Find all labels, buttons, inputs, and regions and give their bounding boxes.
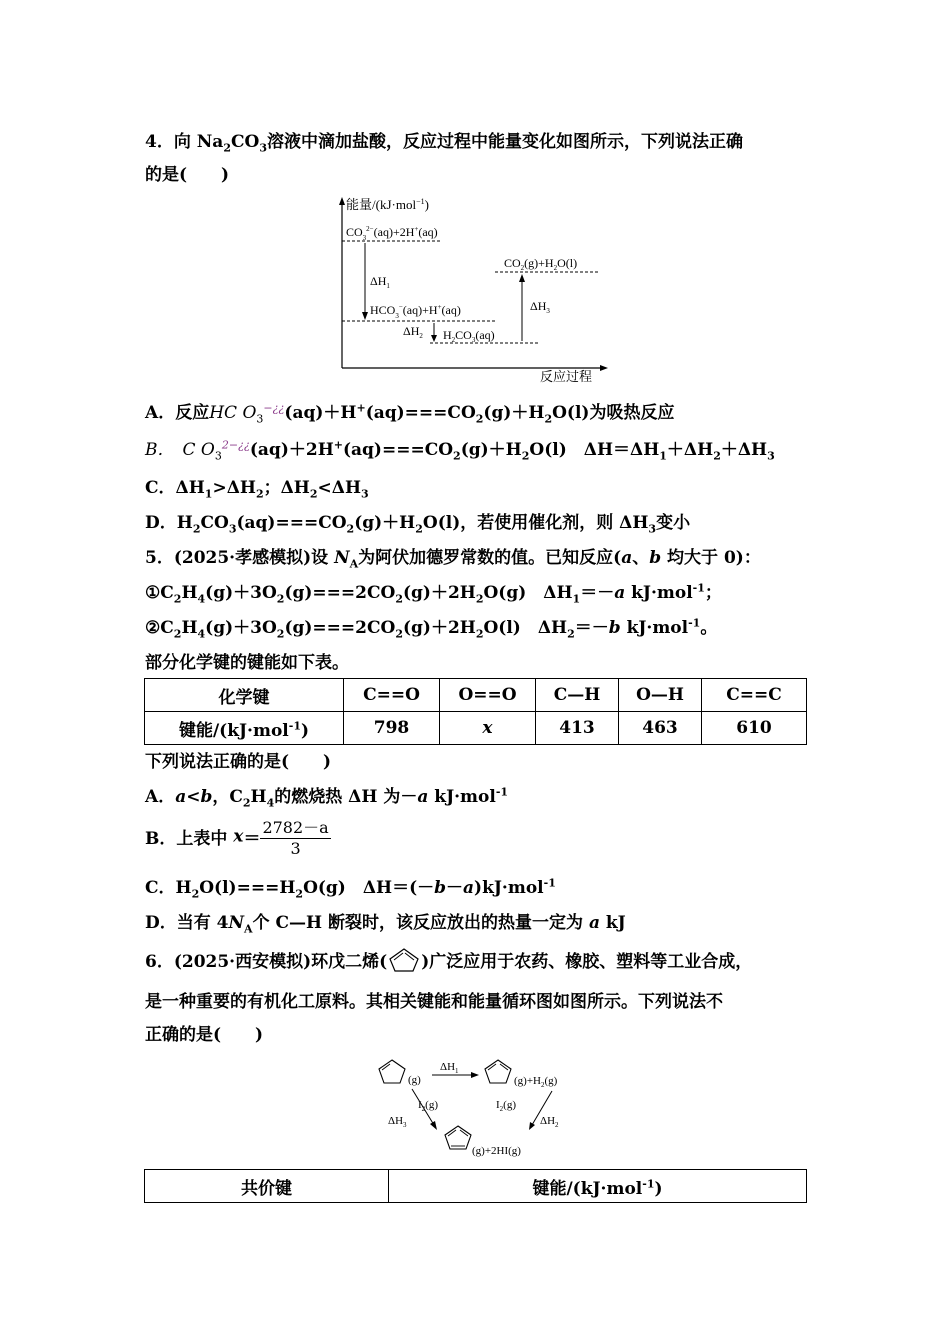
table-header-cell: 键能/(kJ·mol$^{-1}$) [389, 1170, 807, 1203]
q5-stem: 5．(2025·孝感模拟)设 $N_A$为阿伏加德罗常数的值。已知反应(a、b 均大于 0)： [145, 548, 761, 571]
table-header-row [145, 679, 807, 712]
level-right-label: $CO_2(g)+H_2O(l)$ [504, 256, 578, 272]
q6-stem-line1: 6．(2025·西安模拟)环戊二烯( )广泛应用于农药、橡胶、塑料等工业合成， [145, 947, 752, 973]
q4-option-b: B． C $O_3^{2-¿¿}(aq)+2H^+(aq)===CO_2(g)+H_2O(l)$ $\Delta H=\Delta H_1+\Delta H_2+\Delta H_3$ [145, 438, 775, 463]
q4-option-d: D．$H_2CO_3(aq)===CO_2(g)+H_2O(l)$，若使用催化剂，则 $\Delta H_3$变小 [145, 513, 691, 536]
table-header-cell: C==C [702, 679, 807, 712]
cyclopentadiene-icon-2 [485, 1060, 511, 1083]
q6-bond-energy-table [144, 1169, 807, 1203]
q5-option-b: B．上表中 x＝ $\frac{2782-a}{3}$ [145, 815, 331, 858]
table-header-cell: 化学键 [145, 679, 344, 712]
dh2-label: $\Delta H_2$ [403, 324, 423, 340]
i2-left-label: $I_2(g)$ [418, 1099, 438, 1113]
table-header-cell: C==O [344, 679, 440, 712]
q5-bond-energy-table [144, 678, 807, 745]
table-cell: 798 [344, 712, 440, 745]
q4-energy-diagram [330, 193, 620, 388]
q5-option-d: D．当有 $4N_A$个 C—H 断裂时，该反应放出的热量一定为 a kJ [145, 913, 626, 936]
q4-option-c: C．$\Delta H_1>\Delta H_2$；$\Delta H_2<\Delta H_3$ [145, 478, 369, 501]
level-low-label: $H_2CO_3(aq)$ [443, 328, 495, 344]
table-row [145, 712, 807, 745]
dh1-label: $\Delta H_1$ [370, 274, 390, 290]
table-cell: 413 [536, 712, 619, 745]
q4-stem-line2: 的是( ) [145, 165, 230, 185]
cyclopentene-icon [379, 1060, 405, 1083]
table-cell: 463 [619, 712, 702, 745]
table-header-cell: O—H [619, 679, 702, 712]
cycle-dh2-label: $\Delta H_2$ [540, 1115, 559, 1129]
q5-question: 下列说法正确的是( ) [145, 752, 332, 772]
dh3-label: $\Delta H_3$ [530, 299, 550, 315]
q6-energy-cycle-diagram [370, 1055, 590, 1160]
fraction: $\frac{2782-a}{3}$ [260, 815, 330, 858]
q5-table-intro: 部分化学键的键能如下表。 [145, 653, 349, 673]
g1-label: (g) [408, 1074, 421, 1086]
table-cell: x [440, 712, 536, 745]
q5-equation-2: $②C_2H_4(g)+3O_2(g)===2CO_2(g)+2H_2O(l)$ $\Delta H_2=-b$ kJ·mol$^{-1}$。 [145, 616, 718, 641]
cyclopentadiene-icon [387, 947, 421, 973]
table-cell: 610 [702, 712, 807, 745]
y-axis-label: 能量/(kJ·mol$^{-1}$) [346, 197, 429, 212]
q6-stem-line3: 正确的是( ) [145, 1025, 264, 1045]
cycle-dh1-label: $\Delta H_1$ [440, 1061, 459, 1075]
q5-equation-1: $①C_2H_4(g)+3O_2(g)===2CO_2(g)+2H_2O(g)$ $\Delta H_1=-a$ kJ·mol$^{-1}$； [145, 581, 722, 606]
g3-label: (g)+2HI(g) [472, 1145, 521, 1157]
table-header-row [145, 1170, 807, 1203]
table-header-cell: O==O [440, 679, 536, 712]
g2-label: $(g)+H_2(g)$ [514, 1075, 558, 1089]
q5-option-a: A．a<b，$C_2H_4$的燃烧热 ΔH 为－a kJ·mol$^{-1}$ [145, 785, 509, 810]
q6-stem-line2: 是一种重要的有机化工原料。其相关键能和能量循环图如图所示。下列说法不 [145, 992, 723, 1012]
q4-option-a: A．反应HC $O_3^{-¿¿}(aq)+H^+(aq)===CO_2(g)+H_2O(l)$为吸热反应 [145, 401, 675, 426]
table-header-cell: C—H [536, 679, 619, 712]
q5-option-c: C．$H_2O(l)===H_2O(g)$ ΔH＝(－b－a)kJ·mol$^{-1}$ [145, 876, 556, 901]
level-mid-label: $HCO_3^-(aq)+H^+(aq)$ [370, 303, 461, 320]
table-header-cell: 共价键 [145, 1170, 389, 1203]
x-axis-label: 反应过程 [540, 369, 593, 384]
i2-right-label: $I_2(g)$ [496, 1099, 516, 1113]
level-top-label: $CO_3^{2-}(aq)+2H^+(aq)$ [346, 225, 438, 242]
cycle-dh3-label: $\Delta H_3$ [388, 1115, 407, 1129]
table-row-label: 键能/(kJ·mol$^{-1}$) [145, 712, 344, 745]
q4-stem-line1: 4．向 $Na_2CO_3$溶液中滴加盐酸，反应过程中能量变化如图所示，下列说法正确 [145, 132, 743, 155]
